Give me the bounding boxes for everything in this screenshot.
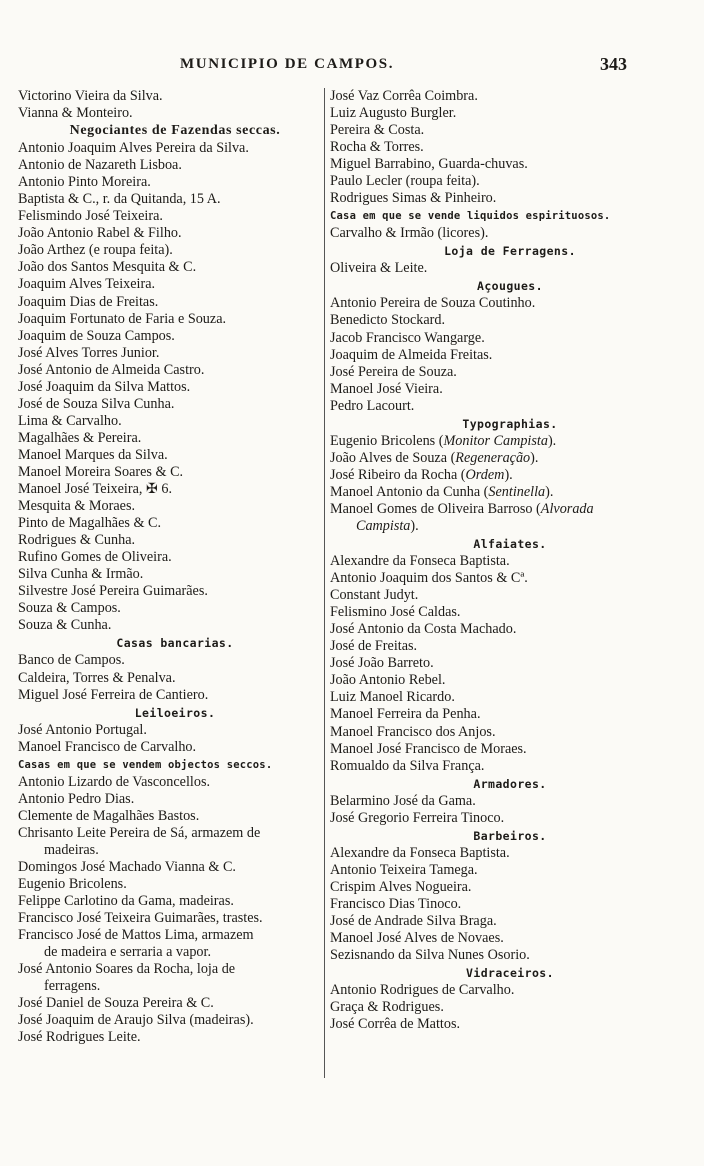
directory-entry: [18, 515, 332, 532]
entry-text: José João Barreto.: [330, 655, 434, 672]
directory-entry: [330, 879, 690, 896]
directory-entry: [18, 413, 332, 430]
directory-entry: [330, 312, 690, 329]
directory-entry: [18, 722, 332, 739]
entry-text: Eugenio Bricolens.: [18, 875, 127, 892]
entry-text: Antonio Teixeira Tamega.: [330, 861, 478, 878]
directory-entry: [18, 859, 332, 876]
directory-entry: [330, 484, 690, 501]
entry-text: Joaquim de Almeida Freitas.: [330, 346, 493, 363]
entry-text: Luiz Augusto Burgler.: [330, 105, 457, 122]
directory-entry: [330, 604, 690, 621]
entry-text: Francisco Dias Tinoco.: [330, 895, 462, 912]
directory-entry: [18, 362, 332, 379]
entry-text: Luiz Manoel Ricardo.: [330, 689, 455, 706]
entry-text: Sezisnando da Silva Nunes Osorio.: [330, 947, 530, 964]
directory-entry: [18, 961, 332, 978]
directory-entry: [330, 553, 690, 570]
directory-entry: [330, 862, 690, 879]
entry-text: Manoel Moreira Soares & C.: [18, 463, 184, 480]
directory-entry: [18, 174, 332, 191]
entry-text: Joaquim Alves Teixeira.: [18, 276, 156, 293]
directory-entry: [18, 88, 332, 105]
entry-text: Joaquim Dias de Freitas.: [18, 293, 159, 310]
directory-entry: [330, 947, 690, 964]
directory-entry: [18, 328, 332, 345]
entry-text: Souza & Campos.: [18, 600, 121, 617]
entry-text: Manoel Francisco de Carvalho.: [18, 738, 197, 755]
entry-text: Antonio Pinto Moreira.: [18, 174, 151, 191]
directory-entry: [18, 652, 332, 669]
entry-text: Felismino José Caldas.: [330, 604, 461, 621]
directory-entry: [18, 1029, 332, 1046]
entry-text: José Gregorio Ferreira Tinoco.: [330, 809, 505, 826]
directory-entry: [18, 876, 332, 893]
directory-entry: [18, 259, 332, 276]
directory-entry: [18, 774, 332, 791]
entry-text: Rodrigues Simas & Pinheiro.: [330, 190, 497, 207]
entry-text: Manoel José Teixeira, ✠ 6.: [18, 481, 173, 498]
entry-text: José Antonio de Almeida Castro.: [18, 361, 205, 378]
directory-entry: [330, 999, 690, 1016]
directory-entry: [18, 396, 332, 413]
directory-entry: [330, 122, 690, 139]
entry-italic-text: Monitor Campista: [443, 432, 548, 449]
entry-text: Miguel José Ferreira de Cantiero.: [18, 686, 209, 703]
entry-text: Antonio Lizardo de Vasconcellos.: [18, 773, 211, 790]
directory-entry: [18, 157, 332, 174]
entry-text: Caldeira, Torres & Penalva.: [18, 669, 176, 686]
directory-entry: [18, 379, 332, 396]
entry-text: Graça & Rodrigues.: [330, 999, 444, 1016]
directory-entry: [18, 464, 332, 481]
directory-entry: [18, 600, 332, 617]
directory-entry: [18, 617, 332, 634]
directory-entry: [18, 276, 332, 293]
entry-text: Silva Cunha & Irmão.: [18, 566, 144, 583]
entry-text: Romualdo da Silva França.: [330, 757, 485, 774]
entry-text: Pereira & Costa.: [330, 122, 425, 139]
directory-entry: [330, 501, 690, 518]
entry-text: Manoel José Alves de Novaes.: [330, 929, 504, 946]
entry-text: Chrisanto Leite Pereira de Sá, armazem de: [18, 824, 261, 841]
entry-text: José Antonio Soares da Rocha, loja de: [18, 961, 236, 978]
entry-suffix: ).: [547, 432, 557, 449]
entry-text: Joaquim Fortunato de Faria e Souza.: [18, 310, 227, 327]
directory-entry: [18, 430, 332, 447]
directory-entry: [330, 225, 690, 242]
entry-text: Francisco José de Mattos Lima, armazem: [18, 927, 254, 944]
directory-entry: [18, 808, 332, 825]
directory-entry: [18, 825, 332, 842]
section-heading: Casas bancarias.: [116, 636, 234, 651]
entry-text: ferragens.: [44, 978, 101, 995]
entry-text: José Vaz Corrêa Coimbra.: [330, 88, 478, 104]
entry-text: Mesquita & Moraes.: [18, 498, 136, 515]
section-heading: Armadores.: [473, 776, 547, 791]
directory-entry: [18, 549, 332, 566]
entry-suffix: ).: [410, 517, 419, 534]
entry-text: Silvestre José Pereira Guimarães.: [18, 583, 208, 600]
directory-entry: [18, 944, 332, 961]
directory-entry: [330, 88, 690, 105]
entry-text: Felippe Carlotino da Gama, madeiras.: [18, 893, 234, 910]
entry-text: madeiras.: [44, 841, 99, 858]
page-number: 343: [600, 54, 627, 74]
page-title: MUNICIPIO DE CAMPOS.: [180, 56, 395, 72]
directory-entry: [330, 672, 690, 689]
directory-entry: [330, 913, 690, 930]
section-heading: Loja de Ferragens.: [444, 244, 576, 259]
entry-text: Alexandre da Fonseca Baptista.: [330, 553, 510, 570]
entry-text: Miguel Barrabino, Guarda-chuvas.: [330, 156, 528, 173]
directory-entry: [330, 689, 690, 706]
directory-entry: [330, 518, 690, 535]
entry-text: Belarmino José da Gama.: [330, 792, 476, 809]
directory-entry: [18, 893, 332, 910]
section-heading: Barbeiros.: [473, 828, 547, 843]
entry-text: José Joaquim de Araujo Silva (madeiras).: [18, 1012, 254, 1029]
entry-italic-text: Regeneração: [455, 449, 531, 466]
directory-entry: [330, 260, 690, 277]
directory-entry: [18, 191, 332, 208]
entry-text: Francisco José Teixeira Guimarães, trastes.: [18, 910, 263, 927]
left-column: [18, 88, 332, 1046]
directory-entry: [18, 910, 332, 927]
entry-text: Crispim Alves Nogueira.: [330, 878, 472, 895]
directory-entry: [330, 758, 690, 775]
entry-text: José Ribeiro da Rocha (: [330, 466, 466, 483]
entry-text: José de Andrade Silva Braga.: [330, 912, 497, 929]
entry-text: Pinto de Magalhães & C.: [18, 515, 162, 532]
entry-text: Manoel José Francisco de Moraes.: [330, 740, 527, 757]
entry-text: Souza & Cunha.: [18, 617, 112, 634]
directory-entry: [330, 741, 690, 758]
directory-entry: [18, 242, 332, 259]
entry-text: Eugenio Bricolens (: [330, 432, 444, 449]
entry-text: Manoel Francisco dos Anjos.: [330, 723, 496, 740]
entry-text: Joaquim de Souza Campos.: [18, 327, 175, 344]
directory-entry: [18, 498, 332, 515]
entry-text: Constant Judyt.: [330, 587, 419, 604]
section-heading: Casas em que se vendem objectos seccos.: [18, 758, 273, 771]
entry-text: Rodrigues & Cunha.: [18, 532, 136, 549]
directory-entry: [330, 173, 690, 190]
directory-entry: [330, 793, 690, 810]
entry-italic-text: Alvorada: [540, 500, 594, 517]
entry-text: Manoel Antonio da Cunha (: [330, 483, 489, 500]
directory-entry: [330, 982, 690, 999]
entry-text: Lima & Carvalho.: [18, 412, 122, 429]
directory-entry: [18, 208, 332, 225]
directory-entry: [330, 156, 690, 173]
entry-text: João dos Santos Mesquita & C.: [18, 259, 197, 276]
entry-text: Paulo Lecler (roupa feita).: [330, 173, 480, 190]
directory-entry: [330, 845, 690, 862]
directory-entry: [330, 139, 690, 156]
entry-text: Pedro Lacourt.: [330, 397, 415, 414]
directory-entry: [330, 347, 690, 364]
directory-entry: [330, 364, 690, 381]
entry-text: José Corrêa de Mattos.: [330, 1016, 461, 1033]
entry-text: Antonio Joaquim Alves Pereira da Silva.: [18, 140, 249, 157]
directory-entry: [330, 330, 690, 347]
directory-entry: [18, 447, 332, 464]
directory-entry: [330, 295, 690, 312]
directory-entry: [330, 655, 690, 672]
directory-entry: [330, 706, 690, 723]
section-heading: Typographias.: [462, 416, 558, 431]
entry-text: Domingos José Machado Vianna & C.: [18, 858, 236, 875]
directory-entry: [18, 532, 332, 549]
section-heading: Casa em que se vende liquidos espirituosos.: [330, 210, 611, 223]
entry-text: João Antonio Rabel & Filho.: [18, 225, 182, 242]
directory-entry: [18, 670, 332, 687]
entry-italic-text: Campista: [356, 517, 411, 534]
entry-text: José Joaquim da Silva Mattos.: [18, 378, 191, 395]
directory-entry: [18, 566, 332, 583]
entry-text: de madeira e serraria a vapor.: [44, 944, 212, 961]
directory-entry: [330, 190, 690, 207]
entry-text: José Alves Torres Junior.: [18, 344, 160, 361]
directory-entry: [330, 621, 690, 638]
entry-text: Banco de Campos.: [18, 652, 125, 669]
entry-text: Victorino Vieira da Silva.: [18, 88, 163, 104]
directory-entry: [330, 896, 690, 913]
entry-text: Carvalho & Irmão (licores).: [330, 225, 489, 242]
page-header: [0, 56, 704, 82]
entry-text: Rufino Gomes de Oliveira.: [18, 549, 172, 566]
directory-entry: [330, 433, 690, 450]
directory-entry: [18, 345, 332, 362]
directory-entry: [18, 583, 332, 600]
entry-text: José de Freitas.: [330, 638, 418, 655]
entry-text: Vianna & Monteiro.: [18, 105, 133, 122]
entry-text: Benedicto Stockard.: [330, 312, 446, 329]
entry-text: Magalhães & Pereira.: [18, 429, 142, 446]
entry-text: José Antonio Portugal.: [18, 721, 147, 738]
directory-entry: [330, 930, 690, 947]
section-heading: Açougues.: [477, 279, 543, 294]
entry-text: Felismindo José Teixeira.: [18, 208, 163, 225]
directory-entry: [330, 638, 690, 655]
directory-entry: [18, 687, 332, 704]
directory-entry: [18, 225, 332, 242]
entry-text: João Antonio Rebel.: [330, 672, 446, 689]
entry-text: Alexandre da Fonseca Baptista.: [330, 844, 510, 861]
entry-text: José Daniel de Souza Pereira & C.: [18, 995, 214, 1012]
directory-entry: [330, 450, 690, 467]
entry-text: Oliveira & Leite.: [330, 260, 428, 277]
section-heading: Leiloeiros.: [134, 705, 216, 720]
directory-entry: [18, 739, 332, 756]
directory-entry: [330, 570, 690, 587]
directory-entry: [330, 587, 690, 604]
directory-entry: [330, 1016, 690, 1033]
directory-entry: [18, 481, 332, 498]
directory-entry: [18, 995, 332, 1012]
entry-text: Antonio Rodrigues de Carvalho.: [330, 982, 515, 999]
entry-suffix: ).: [504, 466, 513, 483]
entry-text: José Pereira de Souza.: [330, 363, 457, 380]
entry-text: João Alves de Souza (: [330, 449, 456, 466]
directory-entry: [18, 105, 332, 122]
directory-entry: [18, 978, 332, 995]
entry-text: José Antonio da Costa Machado.: [330, 621, 517, 638]
entry-text: José Rodrigues Leite.: [18, 1029, 141, 1046]
directory-entry: [18, 1012, 332, 1029]
entry-italic-text: Ordem: [465, 466, 505, 483]
entry-text: Clemente de Magalhães Bastos.: [18, 807, 200, 824]
entry-text: Antonio de Nazareth Lisboa.: [18, 157, 182, 174]
directory-entry: [330, 467, 690, 484]
entry-text: Rocha & Torres.: [330, 139, 424, 156]
entry-suffix: ).: [530, 449, 539, 466]
directory-entry: [330, 381, 690, 398]
entry-text: Antonio Pedro Dias.: [18, 790, 135, 807]
entry-text: Manoel Marques da Silva.: [18, 446, 168, 463]
entry-text: Antonio Joaquim dos Santos & Cª.: [330, 570, 528, 587]
directory-entry: [330, 398, 690, 415]
entry-suffix: ).: [545, 483, 554, 500]
section-heading: Vidraceiros.: [466, 966, 554, 981]
entry-text: João Arthez (e roupa feita).: [18, 242, 173, 259]
directory-entry: [330, 105, 690, 122]
directory-entry: [18, 927, 332, 944]
entry-text: José de Souza Silva Cunha.: [18, 395, 175, 412]
entry-text: Manoel Gomes de Oliveira Barroso (: [330, 500, 541, 517]
directory-entry: [330, 724, 690, 741]
entry-text: Baptista & C., r. da Quitanda, 15 A.: [18, 191, 221, 208]
directory-entry: [18, 294, 332, 311]
directory-entry: [18, 311, 332, 328]
entry-text: Antonio Pereira de Souza Coutinho.: [330, 295, 536, 312]
directory-entry: [18, 842, 332, 859]
directory-entry: [18, 140, 332, 157]
entry-text: Manoel Ferreira da Penha.: [330, 706, 481, 723]
entry-text: Manoel José Vieira.: [330, 380, 443, 397]
entry-italic-text: Sentinella: [488, 483, 546, 500]
entry-text: Jacob Francisco Wangarge.: [330, 329, 485, 346]
section-heading: Alfaiates.: [473, 537, 547, 552]
section-heading: Negociantes de Fazendas seccas.: [69, 123, 281, 139]
right-column: [330, 88, 690, 1033]
directory-entry: [330, 810, 690, 827]
directory-entry: [18, 791, 332, 808]
